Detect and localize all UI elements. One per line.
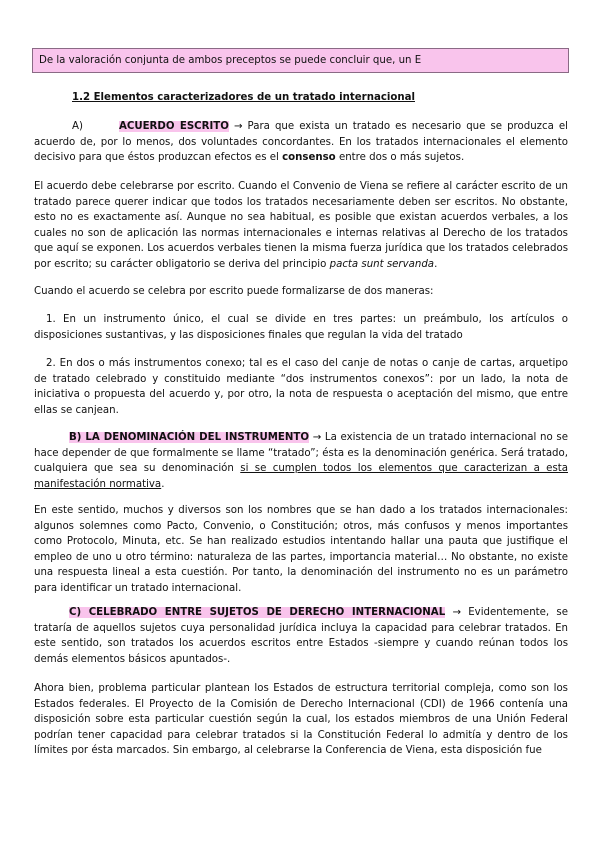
denominacion-text: → La existencia de un tratado internacional no se hace depender de que formalmente se llame “tratado”; ésta es la denominación genérica. Será tratado, cualquiera que sea su denominación [34,432,568,474]
denominacion-end: . [161,478,165,490]
paragraph-federales [34,681,568,759]
paragraph-nombres [34,503,568,596]
section-heading [72,90,415,106]
heading-sujetos: C) CELEBRADO ENTRE SUJETOS DE DERECHO INTERNACIONAL [69,607,446,618]
denominacion-underlined: si se cumplen todos los elementos que caracterizan a esta manifestación normativa [34,463,568,490]
acuerdo-escrito-text: → Para que exista un tratado es necesario que se produzca el acuerdo de, por lo menos, dos voluntades concordantes. En los tratados internacionales el elemento decisivo para que éstos produzcan efectos es el [34,121,568,163]
formas-text: Cuando el acuerdo se celebra por escrito puede formalizarse de dos maneras: [34,286,434,297]
sujetos-text: → Evidentemente, se trataría de aquellos sujetos cuya personalidad jurídica incluya la capacidad para celebrar tratados. En este sentido, son tratados los acuerdos escritos entre Estados -siempre y cuando reúnan todos los demás elementos básicos apuntados-. [34,607,568,665]
item-label-a: A) [72,121,83,132]
paragraph-formas [34,284,568,300]
list-item-2 [34,356,568,418]
pacta-sunt-servanda: pacta sunt servanda [329,258,435,270]
federales-text: Ahora bien, problema particular plantean los Estados de estructura territorial compleja, como son los Estados federales. El Proyecto de la Comisión de Derecho Internacional (CDI) de 1966 contenía una disposición sobre esta particular cuestión según la cual, los estados miembros de una Unión Federal podrían tener capacidad para celebrar tratados si la Constitución Federal lo admitía y dentro de los límites por ésta marcados. Sin embargo, al celebrarse la Conferencia de Viena, esta disposición fue [34,683,568,756]
paragraph-sujetos [34,605,568,667]
paragraph-escrito [34,179,568,272]
heading-acuerdo-escrito: ACUERDO ESCRITO [118,121,229,132]
escrito-end: . [434,258,438,270]
paragraph-acuerdo-escrito [34,119,568,166]
heading-denominacion: B) LA DENOMINACIÓN DEL INSTRUMENTO [69,432,310,443]
list-item-2-text: 2. En dos o más instrumentos conexo; tal es el caso del canje de notas o canje de cartas, arquetipo de tratado celebrado y constituido mediante “dos instrumentos conexos”: por un lado, la nota de iniciativa o propuesta del acuerdo y, por otro, la nota de respuesta o aceptación del mismo, que entre ellas se canjean. [34,358,568,416]
highlighted-excerpt-banner [32,48,569,73]
list-item-1-text: 1. En un instrumento único, el cual se divide en tres partes: un preámbulo, los artículos o disposiciones sustantivas, y las disposiciones finales que regulan la vida del tratado [34,314,568,341]
acuerdo-escrito-text-end: entre dos o más sujetos. [338,152,465,163]
nombres-text: En este sentido, muchos y diversos son los nombres que se han dado a los tratados internacionales: algunos solemnes como Pacto, Convenio, o Constitución; otros, más confusos y menos importantes como Protocolo, Minuta, etc. Se han realizado estudios intentando hallar una pauta que justifique el empleo de uno u otro término: naturaleza de las partes, importancia material… No obstante, no existe una respuesta lineal a esta cuestión. Por tanto, la denominación del instrumento no es un parámetro para identificar un tratado internacional. [34,505,568,594]
banner-text: De la valoración conjunta de ambos preceptos se puede concluir que, un E [39,55,422,66]
escrito-text: El acuerdo debe celebrarse por escrito. Cuando el Convenio de Viena se refiere al carácter escrito de un tratado parece querer indicar que todos los tratados necesariamente deben ser escritos. No obstante, esto no es exactamente así. Aunque no sea habitual, es posible que existan acuerdos verbales, a los cuales no son de aplicación las normas internacionales e internas relativas al Derecho de los tratados que aquí se exponen. Los acuerdos verbales tienen la misma fuerza jurídica que los tratados celebrados por escrito; su carácter obligatorio se deriva del principio [34,181,568,270]
section-heading-text: 1.2 Elementos caracterizadores de un tratado internacional [72,92,415,103]
paragraph-denominacion [34,430,568,492]
list-item-1 [34,312,568,343]
consenso-emphasis: consenso [282,152,336,163]
